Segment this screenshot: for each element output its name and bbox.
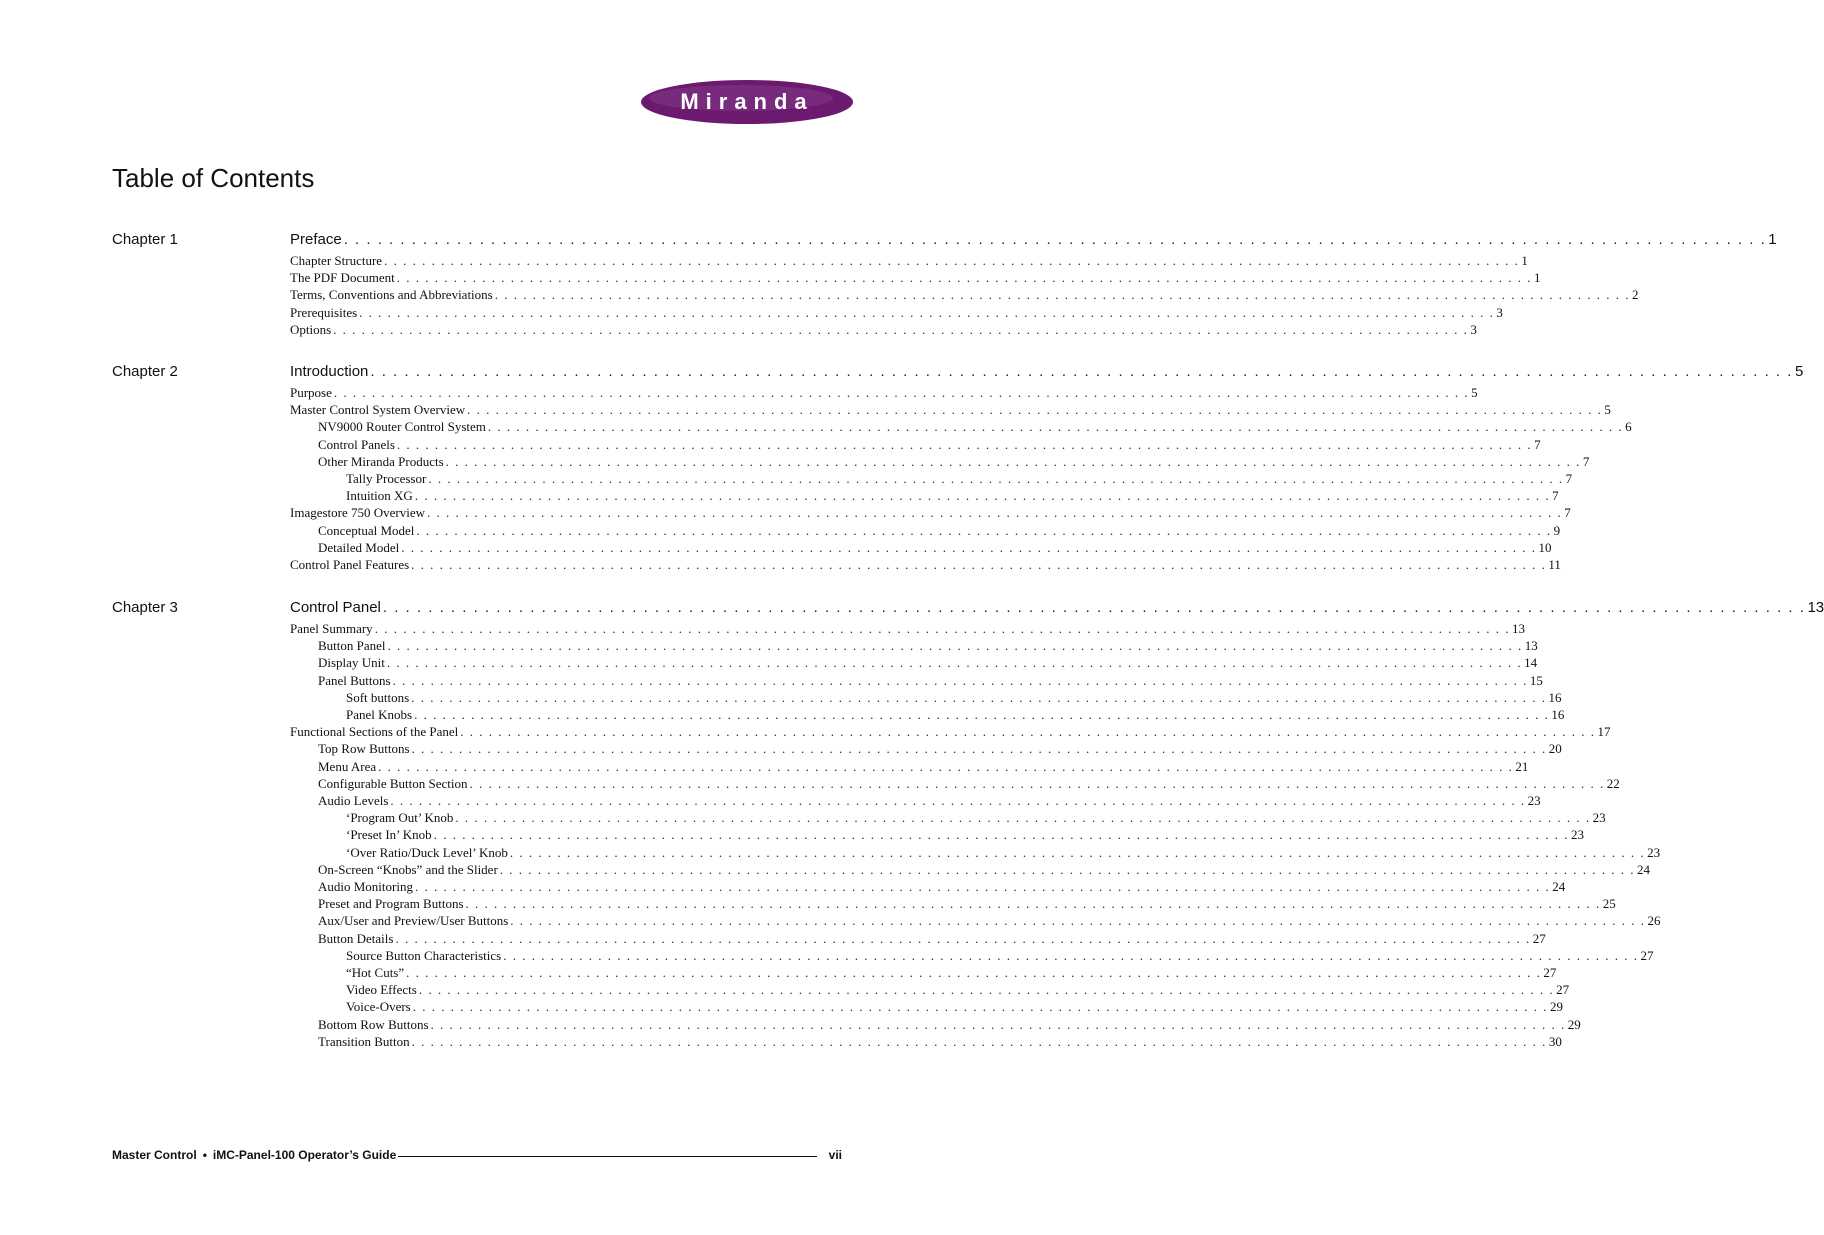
toc-entry-title: Control Panel Features <box>290 557 410 573</box>
toc-page-number: 25 <box>1602 896 1616 912</box>
toc-entry-title: Panel Knobs <box>346 707 413 723</box>
toc-entry-link[interactable] <box>290 689 1562 706</box>
toc-page-number: 30 <box>1548 1033 1562 1049</box>
toc-chapter-link[interactable] <box>290 362 1804 382</box>
toc-entry-title: Functional Sections of the Panel <box>290 724 459 740</box>
toc-entry-link[interactable] <box>290 912 1661 929</box>
leader-dots: . . . . . . . . . . . . . . . . . . . . . . . . . . . . . . . . . . . . . . . . . . . . . . . . . . . . . . . . . . . . . . . . . . . . . . . . . . . . . . . . . . . . . . . . . . . . . . . . . . . . . . . . . . . . . . . . . . . . . . . . <box>411 1033 1547 1049</box>
leader-dots: . . . . . . . . . . . . . . . . . . . . . . . . . . . . . . . . . . . . . . . . . . . . . . . . . . . . . . . . . . . . . . . . . . . . . . . . . . . . . . . . . . . . . . . . . . . . . . . . . . . . . . . . . . . . . . . . . . . . . . . . <box>359 304 1495 320</box>
toc-entry-link[interactable] <box>290 286 1639 303</box>
toc-page-number: 27 <box>1556 982 1570 998</box>
toc-entry-title: ‘Over Ratio/Duck Level’ Knob <box>346 844 508 860</box>
leader-dots: . . . . . . . . . . . . . . . . . . . . . . . . . . . . . . . . . . . . . . . . . . . . . . . . . . . . . . . . . . . . . . . . . . . . . . . . . . . . . . . . . . . . . . . . . . . . . . . . . . . . . . . . . . . . . . . . . . . . . . . . <box>494 287 1630 303</box>
toc-page-number: 11 <box>1548 557 1561 573</box>
toc-entry-link[interactable] <box>290 252 1528 269</box>
toc-page-number: 23 <box>1592 810 1606 826</box>
toc-entry-title: Detailed Model <box>318 539 400 555</box>
toc-entry-link[interactable] <box>290 826 1584 843</box>
leader-dots: . . . . . . . . . . . . . . . . . . . . . . . . . . . . . . . . . . . . . . . . . . . . . . . . . . . . . . . . . . . . . . . . . . . . . . . . . . . . . . . . . . . . . . . . . . . . . . . . . . . . . . . . . . . . . . . . . . . . . . . . <box>333 321 1469 337</box>
footer-page-number: vii <box>828 1148 842 1162</box>
toc-entry-title: NV9000 Router Control System <box>318 419 486 435</box>
toc-page-number: 13 <box>1524 638 1538 654</box>
toc-entry-title: Top Row Buttons <box>318 741 410 757</box>
toc-entries <box>290 384 1632 573</box>
toc-page-number: 24 <box>1552 879 1566 895</box>
toc-entry-link[interactable] <box>290 792 1541 809</box>
toc-entry-title: ‘Preset In’ Knob <box>346 827 432 843</box>
toc-page-number: 7 <box>1564 505 1571 521</box>
toc-entry-link[interactable] <box>290 930 1546 947</box>
leader-dots: . . . . . . . . . . . . . . . . . . . . . . . . . . . . . . . . . . . . . . . . . . . . . . . . . . . . . . . . . . . . . . . . . . . . . . . . . . . . . . . . . . . . . . . . . . . . . . . . . . . . . . . . . . . . . . . . . . . . . . . . <box>387 638 1523 654</box>
leader-dots: . . . . . . . . . . . . . . . . . . . . . . . . . . . . . . . . . . . . . . . . . . . . . . . . . . . . . . . . . . . . . . . . . . . . . . . . . . . . . . . . . . . . . . . . . . . . . . . . . . . . . . . . . . . . . . . . . . . . . . . . <box>416 522 1552 538</box>
toc-entry-title: Aux/User and Preview/User Buttons <box>318 913 509 929</box>
leader-dots: . . . . . . . . . . . . . . . . . . . . . . . . . . . . . . . . . . . . . . . . . . . . . . . . . . . . . . . . . . . . . . . . . . . . . . . . . . . . . . . . . . . . . . . . . . . . . . . . . . . . . . . . . . . . . . . . . . . . . . . . <box>396 270 1532 286</box>
toc-entry-link[interactable] <box>290 998 1563 1015</box>
leader-dots: . . . . . . . . . . . . . . . . . . . . . . . . . . . . . . . . . . . . . . . . . . . . . . . . . . . . . . . . . . . . . . . . . . . . . . . . . . . . . . . . . . . . . . . . . . . . . . . . . . . . . . . . . . . . . . . . . . . . . . . . <box>427 505 1563 521</box>
toc-entry-title: Chapter Structure <box>290 253 383 268</box>
toc-page-number: 5 <box>1604 402 1611 418</box>
toc-entry-link[interactable] <box>290 522 1561 539</box>
toc-entries <box>290 252 1639 338</box>
page-title: Table of Contents <box>112 163 315 193</box>
toc-page-number: 27 <box>1640 947 1654 963</box>
leader-dots: . . . . . . . . . . . . . . . . . . . . . . . . . . . . . . . . . . . . . . . . . . . . . . . . . . . . . . . . . . . . . . . . . . . . . . . . . . . . . . . . . . . . . . . . . . . . . . . . . . . . . . . . . . . . . . . . . . . . . . . . <box>414 707 1550 723</box>
toc-entry-title: Audio Monitoring <box>318 879 413 895</box>
toc-page-number: 5 <box>1794 363 1804 380</box>
toc-entry-link[interactable] <box>290 418 1632 435</box>
toc-page-number: 27 <box>1532 930 1546 946</box>
leader-dots: . . . . . . . . . . . . . . . . . . . . . . . . . . . . . . . . . . . . . . . . . . . . . . . . . . . . . . . . . . . . . . . . . . . . . . . . . . . . . . . . . . . . . . . . . . . . . . . . . . . . . . . . . . . . . . . . . . . . . . . . <box>411 689 1547 705</box>
toc-entry-title: The PDF Document <box>290 270 395 286</box>
leader-dots: . . . . . . . . . . . . . . . . . . . . . . . . . . . . . . . . . . . . . . . . . . . . . . . . . . . . . . . . . . . . . . . . . . . . . . . . . . . . . . . . . . . . . . . . . . . . . . . . . . . . . . . . . . . . . . . . . . . . . . . . <box>503 947 1639 963</box>
toc-entry-title: Button Details <box>318 930 394 946</box>
miranda-logo-graphic <box>640 78 854 126</box>
page-footer <box>112 1145 842 1165</box>
toc-entry-link[interactable] <box>290 637 1538 654</box>
chapter-label: Chapter 2 <box>112 363 178 380</box>
toc-page-number: 10 <box>1538 539 1552 555</box>
toc-entry-title: Intuition XG <box>346 488 413 504</box>
toc-page-number: 29 <box>1550 999 1563 1015</box>
toc-entry-title: Panel Buttons <box>318 672 391 688</box>
toc-page-number: 7 <box>1565 471 1573 487</box>
toc-entry-link[interactable] <box>290 269 1541 286</box>
toc-entry-title: Preset and Program Buttons <box>318 896 464 912</box>
toc-entry-link[interactable] <box>290 401 1611 418</box>
toc-entry-title: Transition Button <box>318 1033 410 1049</box>
leader-dots: . . . . . . . . . . . . . . . . . . . . . . . . . . . . . . . . . . . . . . . . . . . . . . . . . . . . . . . . . . . . . . . . . . . . . . . . . . . . . . . . . . . . . . . . . . . . . . . . . . . . . . . . . . . . . . . . . . . . . . . . <box>411 741 1547 757</box>
leader-dots: . . . . . . . . . . . . . . . . . . . . . . . . . . . . . . . . . . . . . . . . . . . . . . . . . . . . . . . . . . . . . . . . . . . . . . . . . . . . . . . . . . . . . . . . . . . . . . . . . . . . . . . . . . . . . . . . . . . . . . . . <box>412 999 1548 1015</box>
toc-entry-link[interactable] <box>290 504 1571 521</box>
footer-guide-title: iMC-Panel-100 Operator’s Guide <box>212 1148 397 1162</box>
toc-entry-link[interactable] <box>290 706 1565 723</box>
toc-page-number: 17 <box>1597 724 1611 740</box>
toc-page-number: 9 <box>1553 522 1561 538</box>
toc-page-number: 7 <box>1582 453 1590 469</box>
toc-entry-title: Other Miranda Products <box>318 453 444 469</box>
toc-chapter-title: Control Panel <box>290 599 381 616</box>
toc-page-number: 1 <box>1521 253 1528 268</box>
leader-dots: . . . . . . . . . . . . . . . . . . . . . . . . . . . . . . . . . . . . . . . . . . . . . . . . . . . . . . . . . . . . . . . . . . . . . . . . . . . . . . . . . . . . . . . . . . . . . . . . . . . . . . . . . . . . . . . . . . . . . . . . <box>378 758 1514 774</box>
chapter-label: Chapter 1 <box>112 231 178 248</box>
toc-page-number: 7 <box>1552 488 1559 504</box>
toc-entry-title: Control Panels <box>318 436 395 452</box>
footer-rule <box>398 1156 816 1157</box>
chapter-toc <box>290 362 1804 573</box>
toc-entry-link[interactable] <box>290 453 1590 470</box>
leader-dots: . . . . . . . . . . . . . . . . . . . . . . . . . . . . . . . . . . . . . . . . . . . . . . . . . . . . . . . . . . . . . . . . . . . . . . . . . . . . . . . . . . . . . . . . . . . . . . . . . . . . . . . . . . . . . . . . . . . . . . . . . . . . . . <box>343 231 1767 248</box>
toc-entry-link[interactable] <box>290 620 1525 637</box>
toc-entry-title: Display Unit <box>318 655 385 671</box>
chapter-toc <box>290 598 1824 1050</box>
chapter-toc <box>290 230 1777 338</box>
toc-entry-title: Audio Levels <box>318 793 389 809</box>
toc-page-number: 13 <box>1511 621 1525 636</box>
toc-entry-link[interactable] <box>290 556 1561 573</box>
leader-dots: . . . . . . . . . . . . . . . . . . . . . . . . . . . . . . . . . . . . . . . . . . . . . . . . . . . . . . . . . . . . . . . . . . . . . . . . . . . . . . . . . . . . . . . . . . . . . . . . . . . . . . . . . . . . . . . . . . . . . . . . <box>384 253 1520 268</box>
toc-page-number: 23 <box>1647 844 1661 860</box>
toc-entry-link[interactable] <box>290 758 1529 775</box>
toc-entry-title: On-Screen “Knobs” and the Slider <box>318 861 498 877</box>
toc-entry-title: Options <box>290 321 332 337</box>
leader-dots: . . . . . . . . . . . . . . . . . . . . . . . . . . . . . . . . . . . . . . . . . . . . . . . . . . . . . . . . . . . . . . . . . . . . . . . . . . . . . . . . . . . . . . . . . . . . . . . . . . . . . . . . . . . . . . . . . . . . . . . . <box>411 557 1547 573</box>
leader-dots: . . . . . . . . . . . . . . . . . . . . . . . . . . . . . . . . . . . . . . . . . . . . . . . . . . . . . . . . . . . . . . . . . . . . . . . . . . . . . . . . . . . . . . . . . . . . . . . . . . . . . . . . . . . . . . . . . . . . . . . . <box>509 844 1646 860</box>
toc-entry-link[interactable] <box>290 539 1552 556</box>
toc-entry-link[interactable] <box>290 844 1661 861</box>
toc-page-number: 3 <box>1470 321 1477 337</box>
toc-entry-link[interactable] <box>290 304 1503 321</box>
toc-page-number: 1 <box>1768 231 1777 248</box>
toc-chapter-title: Introduction <box>290 363 369 380</box>
toc-entry-title: Conceptual Model <box>318 522 415 538</box>
leader-dots: . . . . . . . . . . . . . . . . . . . . . . . . . . . . . . . . . . . . . . . . . . . . . . . . . . . . . . . . . . . . . . . . . . . . . . . . . . . . . . . . . . . . . . . . . . . . . . . . . . . . . . . . . . . . . . . . . . . . . . . . <box>333 385 1470 400</box>
leader-dots: . . . . . . . . . . . . . . . . . . . . . . . . . . . . . . . . . . . . . . . . . . . . . . . . . . . . . . . . . . . . . . . . . . . . . . . . . . . . . . . . . . . . . . . . . . . . . . . . . . . . . . . . . . . . . . . . . . . . . . . . <box>433 827 1569 843</box>
toc-entry-title: Menu Area <box>318 758 377 774</box>
leader-dots: . . . . . . . . . . . . . . . . . . . . . . . . . . . . . . . . . . . . . . . . . . . . . . . . . . . . . . . . . . . . . . . . . . . . . . . . . . . . . . . . . . . . . . . . . . . . . . . . . . . . . . . . . . . . . . . . . . . . . . . . <box>487 419 1624 435</box>
toc-entry-link[interactable] <box>290 723 1611 740</box>
toc-entry-link[interactable] <box>290 654 1538 671</box>
toc-page-number: 27 <box>1543 965 1557 981</box>
leader-dots: . . . . . . . . . . . . . . . . . . . . . . . . . . . . . . . . . . . . . . . . . . . . . . . . . . . . . . . . . . . . . . . . . . . . . . . . . . . . . . . . . . . . . . . . . . . . . . . . . . . . . . . . . . . . . . . . . . . . . . . . <box>467 402 1603 418</box>
toc-entry-link[interactable] <box>290 895 1616 912</box>
leader-dots: . . . . . . . . . . . . . . . . . . . . . . . . . . . . . . . . . . . . . . . . . . . . . . . . . . . . . . . . . . . . . . . . . . . . . . . . . . . . . . . . . . . . . . . . . . . . . . . . . . . . . . . . . . . . . . . . . . . . . . . . <box>386 655 1523 671</box>
footer-product: Master Control <box>112 1148 197 1162</box>
leader-dots: . . . . . . . . . . . . . . . . . . . . . . . . . . . . . . . . . . . . . . . . . . . . . . . . . . . . . . . . . . . . . . . . . . . . . . . . . . . . . . . . . . . . . . . . . . . . . . . . . . . . . . . . . . . . . . . . . . . . . . . . <box>374 621 1510 636</box>
leader-dots: . . . . . . . . . . . . . . . . . . . . . . . . . . . . . . . . . . . . . . . . . . . . . . . . . . . . . . . . . . . . . . . . . . . . . . . . . . . . . . . . . . . . . . . . . . . . . . . . . . . . . . . . . . . . . . . . . . . . . . . . <box>455 810 1591 826</box>
toc-entry-link[interactable] <box>290 740 1562 757</box>
toc-entry-link[interactable] <box>290 321 1477 338</box>
miranda-logo <box>640 78 854 126</box>
leader-dots: . . . . . . . . . . . . . . . . . . . . . . . . . . . . . . . . . . . . . . . . . . . . . . . . . . . . . . . . . . . . . . . . . . . . . . . . . . . . . . . . . . . . . . . . . . . . . . . . . . . . . . . . . . . . . . . . . . . . . . . . <box>445 453 1581 469</box>
leader-dots: . . . . . . . . . . . . . . . . . . . . . . . . . . . . . . . . . . . . . . . . . . . . . . . . . . . . . . . . . . . . . . . . . . . . . . . . . . . . . . . . . . . . . . . . . . . . . . . . . . . . . . . . . . . . . . . . . . . . . . . . . . . . . . <box>370 363 1793 380</box>
toc-entry-title: Voice-Overs <box>346 999 411 1015</box>
toc-page-number: 20 <box>1548 741 1562 757</box>
toc-entry-title: Source Button Characteristics <box>346 947 502 963</box>
toc-entry-title: Terms, Conventions and Abbreviations <box>290 287 493 303</box>
toc-entry-title: ‘Program Out’ Knob <box>346 810 454 826</box>
leader-dots: . . . . . . . . . . . . . . . . . . . . . . . . . . . . . . . . . . . . . . . . . . . . . . . . . . . . . . . . . . . . . . . . . . . . . . . . . . . . . . . . . . . . . . . . . . . . . . . . . . . . . . . . . . . . . . . . . . . . . . . . <box>390 793 1526 809</box>
toc-chapter-link[interactable] <box>290 230 1777 250</box>
leader-dots: . . . . . . . . . . . . . . . . . . . . . . . . . . . . . . . . . . . . . . . . . . . . . . . . . . . . . . . . . . . . . . . . . . . . . . . . . . . . . . . . . . . . . . . . . . . . . . . . . . . . . . . . . . . . . . . . . . . . . . . . <box>395 930 1531 946</box>
leader-dots: . . . . . . . . . . . . . . . . . . . . . . . . . . . . . . . . . . . . . . . . . . . . . . . . . . . . . . . . . . . . . . . . . . . . . . . . . . . . . . . . . . . . . . . . . . . . . . . . . . . . . . . . . . . . . . . . . . . . . . . . <box>392 672 1528 688</box>
toc-page-number: 13 <box>1807 599 1824 616</box>
toc-entry-link[interactable] <box>290 947 1654 964</box>
leader-dots: . . . . . . . . . . . . . . . . . . . . . . . . . . . . . . . . . . . . . . . . . . . . . . . . . . . . . . . . . . . . . . . . . . . . . . . . . . . . . . . . . . . . . . . . . . . . . . . . . . . . . . . . . . . . . . . . . . . . . . . . <box>396 436 1533 452</box>
leader-dots: . . . . . . . . . . . . . . . . . . . . . . . . . . . . . . . . . . . . . . . . . . . . . . . . . . . . . . . . . . . . . . . . . . . . . . . . . . . . . . . . . . . . . . . . . . . . . . . . . . . . . . . . . . . . . . . . . . . . . . . . <box>460 724 1596 740</box>
toc-chapter-title: Preface <box>290 231 342 248</box>
toc-page-number: 7 <box>1534 436 1541 452</box>
toc-page-number: 16 <box>1548 689 1562 705</box>
toc-entry-link[interactable] <box>290 487 1559 504</box>
toc-entry-link[interactable] <box>290 964 1557 981</box>
toc-entry-title: Tally Processor <box>346 471 427 487</box>
toc-entry-title: Panel Summary <box>290 621 373 636</box>
toc-page-number: 16 <box>1551 707 1565 723</box>
toc-entry-title: Soft buttons <box>346 689 410 705</box>
toc-entry-title: Master Control System Overview <box>290 402 466 418</box>
leader-dots: . . . . . . . . . . . . . . . . . . . . . . . . . . . . . . . . . . . . . . . . . . . . . . . . . . . . . . . . . . . . . . . . . . . . . . . . . . . . . . . . . . . . . . . . . . . . . . . . . . . . . . . . . . . . . . . . . . . . . . . . <box>414 879 1551 895</box>
logo-text: Miranda <box>680 89 814 114</box>
toc-entry-link[interactable] <box>290 809 1606 826</box>
toc-entry-title: Button Panel <box>318 638 386 654</box>
leader-dots: . . . . . . . . . . . . . . . . . . . . . . . . . . . . . . . . . . . . . . . . . . . . . . . . . . . . . . . . . . . . . . . . . . . . . . . . . . . . . . . . . . . . . . . . . . . . . . . . . . . . . . . . . . . . . . . . . . . . . . . . <box>401 539 1537 555</box>
toc-entry-link[interactable] <box>290 981 1570 998</box>
toc-entry-link[interactable] <box>290 861 1651 878</box>
toc-entry-link[interactable] <box>290 672 1543 689</box>
toc-entry-link[interactable] <box>290 878 1566 895</box>
toc-entry-link[interactable] <box>290 1033 1562 1050</box>
toc-entry-title: Prerequisites <box>290 304 358 320</box>
toc-page-number: 22 <box>1606 775 1620 791</box>
toc-page-number: 5 <box>1471 385 1478 400</box>
toc-entry-title: Purpose <box>290 385 332 400</box>
toc-page-number: 2 <box>1631 287 1639 303</box>
toc-entry-title: Configurable Button Section <box>318 775 468 791</box>
leader-dots: . . . . . . . . . . . . . . . . . . . . . . . . . . . . . . . . . . . . . . . . . . . . . . . . . . . . . . . . . . . . . . . . . . . . . . . . . . . . . . . . . . . . . . . . . . . . . . . . . . . . . . . . . . . . . . . . . . . . . . . . <box>430 1016 1566 1032</box>
toc-page-number: 26 <box>1647 913 1661 929</box>
toc-entry-link[interactable] <box>290 470 1573 487</box>
toc-entry-title: Imagestore 750 Overview <box>290 505 426 521</box>
toc-page-number: 23 <box>1527 793 1541 809</box>
toc-entry-link[interactable] <box>290 384 1478 401</box>
toc-page-number: 6 <box>1625 419 1632 435</box>
toc-page-number: 24 <box>1637 861 1651 877</box>
leader-dots: . . . . . . . . . . . . . . . . . . . . . . . . . . . . . . . . . . . . . . . . . . . . . . . . . . . . . . . . . . . . . . . . . . . . . . . . . . . . . . . . . . . . . . . . . . . . . . . . . . . . . . . . . . . . . . . . . . . . . . . . <box>418 982 1555 998</box>
toc-entries <box>290 620 1661 1050</box>
toc-entry-title: Bottom Row Buttons <box>318 1016 429 1032</box>
toc-chapter-link[interactable] <box>290 598 1824 618</box>
toc-page-number: 1 <box>1533 270 1541 286</box>
toc-page-number: 14 <box>1524 655 1538 671</box>
leader-dots: . . . . . . . . . . . . . . . . . . . . . . . . . . . . . . . . . . . . . . . . . . . . . . . . . . . . . . . . . . . . . . . . . . . . . . . . . . . . . . . . . . . . . . . . . . . . . . . . . . . . . . . . . . . . . . . . . . . . . . . . <box>465 896 1601 912</box>
toc-page-number: 23 <box>1570 827 1584 843</box>
toc-entry-link[interactable] <box>290 775 1620 792</box>
toc-page-number: 21 <box>1515 758 1529 774</box>
leader-dots: . . . . . . . . . . . . . . . . . . . . . . . . . . . . . . . . . . . . . . . . . . . . . . . . . . . . . . . . . . . . . . . . . . . . . . . . . . . . . . . . . . . . . . . . . . . . . . . . . . . . . . . . . . . . . . . . . . . . . . . . <box>406 965 1542 981</box>
leader-dots: . . . . . . . . . . . . . . . . . . . . . . . . . . . . . . . . . . . . . . . . . . . . . . . . . . . . . . . . . . . . . . . . . . . . . . . . . . . . . . . . . . . . . . . . . . . . . . . . . . . . . . . . . . . . . . . . . . . . . . . . <box>510 913 1646 929</box>
chapter-label: Chapter 3 <box>112 599 178 616</box>
toc-page-number: 3 <box>1496 304 1503 320</box>
footer-bullet: • <box>202 1148 207 1162</box>
leader-dots: . . . . . . . . . . . . . . . . . . . . . . . . . . . . . . . . . . . . . . . . . . . . . . . . . . . . . . . . . . . . . . . . . . . . . . . . . . . . . . . . . . . . . . . . . . . . . . . . . . . . . . . . . . . . . . . . . . . . . . . . <box>469 775 1605 791</box>
toc-entry-title: Video Effects <box>346 982 417 998</box>
leader-dots: . . . . . . . . . . . . . . . . . . . . . . . . . . . . . . . . . . . . . . . . . . . . . . . . . . . . . . . . . . . . . . . . . . . . . . . . . . . . . . . . . . . . . . . . . . . . . . . . . . . . . . . . . . . . . . . . . . . . . . . . <box>499 861 1636 877</box>
toc-entry-link[interactable] <box>290 1016 1581 1033</box>
toc-entry-link[interactable] <box>290 436 1541 453</box>
toc-page-number: 29 <box>1567 1016 1581 1032</box>
leader-dots: . . . . . . . . . . . . . . . . . . . . . . . . . . . . . . . . . . . . . . . . . . . . . . . . . . . . . . . . . . . . . . . . . . . . . . . . . . . . . . . . . . . . . . . . . . . . . . . . . . . . . . . . . . . . . . . . . . . . . . . . <box>414 488 1551 504</box>
leader-dots: . . . . . . . . . . . . . . . . . . . . . . . . . . . . . . . . . . . . . . . . . . . . . . . . . . . . . . . . . . . . . . . . . . . . . . . . . . . . . . . . . . . . . . . . . . . . . . . . . . . . . . . . . . . . . . . . . . . . . . . . . . . . . . <box>382 599 1806 616</box>
toc-entry-title: “Hot Cuts” <box>346 965 405 981</box>
toc-page-number: 15 <box>1529 672 1543 688</box>
leader-dots: . . . . . . . . . . . . . . . . . . . . . . . . . . . . . . . . . . . . . . . . . . . . . . . . . . . . . . . . . . . . . . . . . . . . . . . . . . . . . . . . . . . . . . . . . . . . . . . . . . . . . . . . . . . . . . . . . . . . . . . . <box>428 471 1564 487</box>
